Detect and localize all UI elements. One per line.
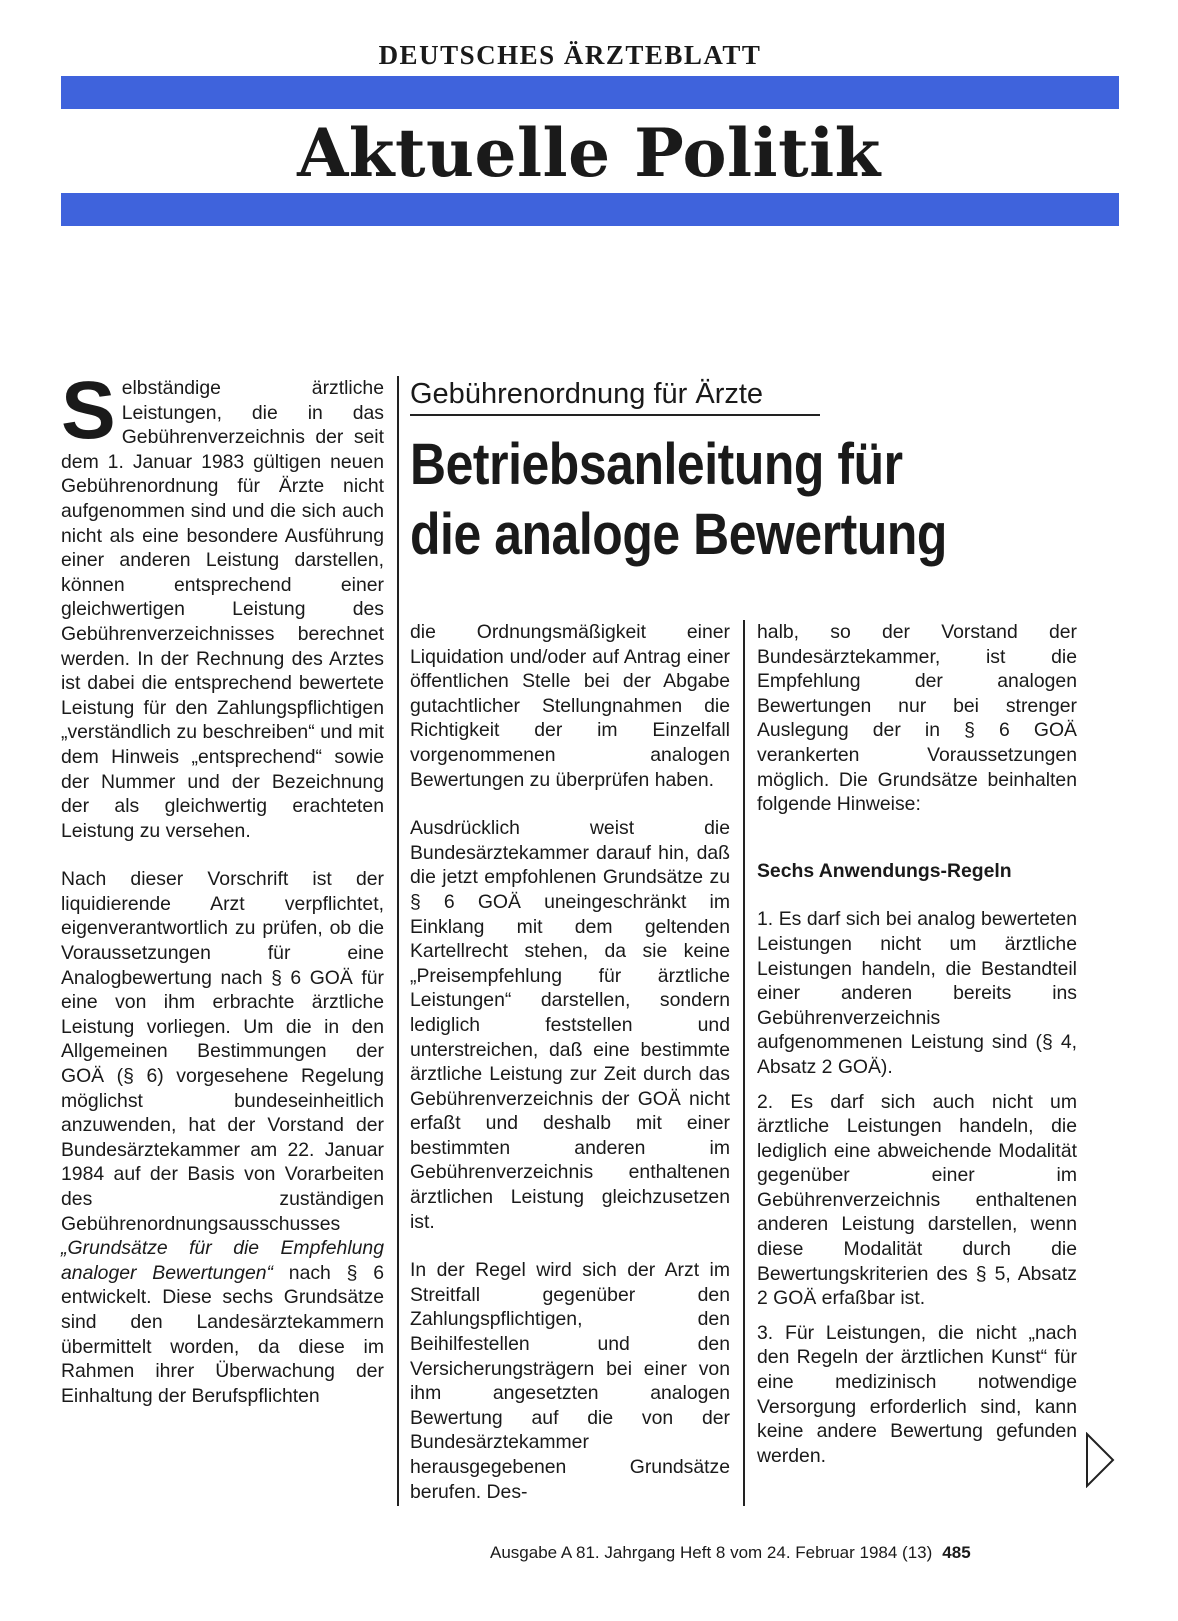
headline-line: Betriebsanleitung für xyxy=(410,432,903,497)
continue-arrow-icon xyxy=(1085,1432,1115,1488)
headline-line: die analoge Bewertung xyxy=(410,502,947,567)
paragraph xyxy=(61,365,384,843)
section-title: Aktuelle Politik xyxy=(297,114,881,192)
paragraph: In der Regel wird sich der Arzt im Streitfall gegenüber den Zahlungspflichtigen, den Beihilfestellen und den Versicherungsträgern bei einer von ihm angesetzten analogen Bewertung auf die von der Bundesärztekammer herausgegebenen Grundsätze berufen. Des- xyxy=(410,1259,730,1503)
column-2 xyxy=(410,620,730,1504)
paragraph: halb, so der Vorstand der Bundesärztekammer, ist die Empfehlung der analogen Bewertungen nur bei strenger Auslegung der in § 6 GOÄ verankerten Voraussetzungen möglich. Die Grundsätze beinhalten folgende Hinweise: xyxy=(757,621,1077,816)
paragraph xyxy=(61,867,384,1408)
column-3 xyxy=(757,620,1077,1468)
masthead: DEUTSCHES ÄRZTEBLATT xyxy=(378,40,762,70)
paragraph-text: elbständige ärztliche Leistungen, die in das Gebührenverzeichnis der seit dem 1. Januar 1983 gültigen neuen Gebührenordnung für Ärzte nicht aufgenommen sind und die sich auch nicht als eine besondere Ausführung einer anderen Leistung darstellen, können entsprechend einer gleichwertigen Leistung des Gebührenverzeichnisses berechnet werden. In der Rechnung des Arztes ist dabei die entsprechend bewertete Leistung für den Zahlungspflichtigen „verständlich zu beschreiben“ und mit dem Hinweis „entsprechend“ sowie der Nummer und der Bezeichnung der als gleichwertig erachteten Leistung zu versehen. xyxy=(61,377,384,842)
subheading: Sechs Anwendungs-Regeln xyxy=(757,859,1012,882)
column-1 xyxy=(61,365,384,1408)
quoted-title: „Grundsätze für die Empfehlung analoger Bewertungen“ xyxy=(61,1237,384,1284)
header-bar-bottom xyxy=(61,193,1119,226)
article-kicker: Gebührenordnung für Ärzte xyxy=(410,378,764,410)
article-headline xyxy=(410,430,1029,570)
paragraph-text: Nach dieser Vorschrift ist der liquidierende Arzt verpflichtet, eigenverantwortlich zu prüfen, ob die Voraussetzungen für eine Analogbewertung nach § 6 GOÄ für eine von ihm erbrachte ärztliche Leistung vorliegen. Um die in den Allgemeinen Bestimmungen der GOÄ (§ 6) vorgesehene Regelung möglichst bundeseinheitlich anzuwenden, hat der Vorstand der Bundesärztekammer am 22. Januar 1984 auf der Basis von Vorarbeiten des zuständigen Gebührenordnungsausschusses xyxy=(61,868,384,1235)
kicker-underline xyxy=(410,414,820,416)
page-number: 485 xyxy=(942,1543,971,1562)
rule-item: 1. Es darf sich bei analog bewerteten Leistungen nicht um ärztliche Leistungen handeln, die Bestandteil einer anderen bereits ins Gebührenverzeichnis aufgenommenen Leistung sind (§ 4, Absatz 2 GOÄ). xyxy=(757,908,1077,1078)
header-bar-top xyxy=(61,76,1119,109)
paragraph: die Ordnungsmäßigkeit einer Liquidation und/oder auf Antrag einer öffentlichen Stelle bei der Abgabe gutachtlicher Stellungnahmen die Richtigkeit der im Einzelfall vorgenommenen analogen Bewertungen zu überprüfen haben. xyxy=(410,621,730,791)
edition-info: Ausgabe A 81. Jahrgang Heft 8 vom 24. Februar 1984 (13) xyxy=(490,1543,933,1562)
drop-cap: S xyxy=(61,365,116,456)
rule-item: 2. Es darf sich auch nicht um ärztliche Leistungen handeln, die lediglich eine abweichende Modalität gegenüber einer im Gebührenverzeichnis enthaltenen anderen Leistung darstellen, wenn diese Modalität durch die Bewertungskriterien des § 5, Absatz 2 GOÄ erfaßbar ist. xyxy=(757,1090,1077,1310)
column-divider xyxy=(743,620,745,1506)
column-divider xyxy=(397,376,399,1506)
paragraph: Ausdrücklich weist die Bundesärztekammer darauf hin, daß die jetzt empfohlenen Grundsätze zu § 6 GOÄ uneingeschränkt im Einklang mit dem geltenden Kartellrecht stehen, da sie keine „Preisempfehlung für ärztliche Leistungen“ darstellen, sondern lediglich feststellen und unterstreichen, daß eine bestimmte ärztliche Leistung zur Zeit durch das Gebührenverzeichnis der GOÄ nicht erfaßt und deshalb mit einer bestimmten anderen im Gebührenverzeichnis enthaltenen ärztlichen Leistung gleichzusetzen ist. xyxy=(410,817,730,1233)
rule-item: 3. Für Leistungen, die nicht „nach den Regeln der ärztlichen Kunst“ für eine medizinisch notwendige Versorgung erforderlich sind, kann keine andere Bewertung gefunden werden. xyxy=(757,1321,1077,1467)
page-footer xyxy=(490,1543,971,1563)
paragraph-text: nach § 6 entwickelt. Diese sechs Grundsätze sind den Landesärztekammern übermittelt worden, da diese im Rahmen ihrer Überwachung der Einhaltung der Berufspflichten xyxy=(61,1261,384,1407)
